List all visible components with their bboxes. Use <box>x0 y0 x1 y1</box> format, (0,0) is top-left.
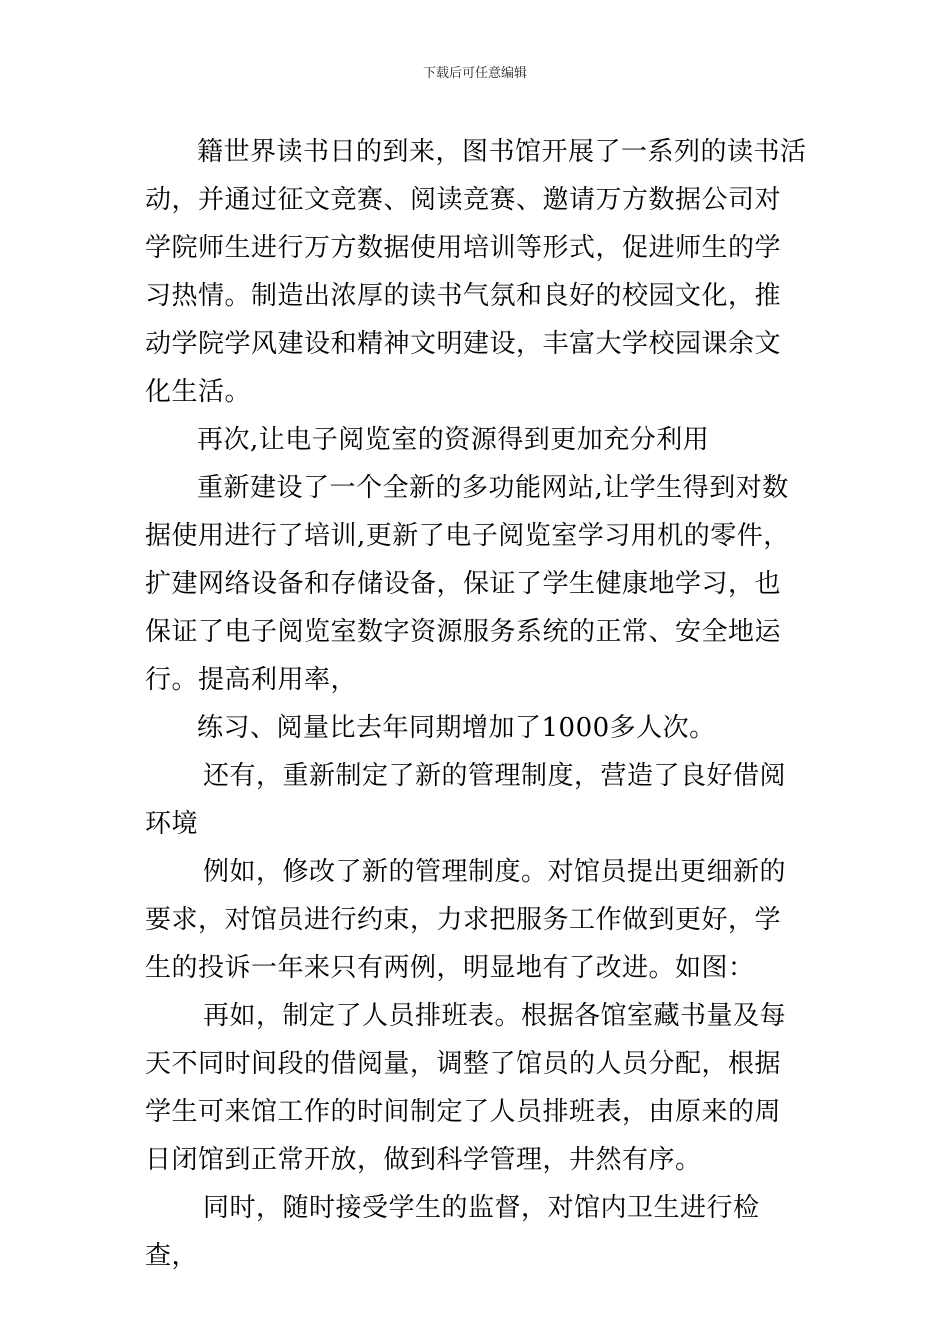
paragraph-reading-day: 籍世界读书日的到来，图书馆开展了一系列的读书活动，并通过征文竞赛、阅读竞赛、邀请万方数据公司对学院师生进行万方数据使用培训等形式，促进师生的学习热情。制造出浓厚的读书气氛和良好的校园文化，推动学院学风建设和精神文明建设，丰富大学校园课余文化生活。 <box>145 137 807 407</box>
paragraph-staff-schedule: 再如，制定了人员排班表。根据各馆室藏书量及每天不同时间段的借阅量，调整了馆员的人员分配，根据学生可来馆工作的时间制定了人员排班表，由原来的周日闭馆到正常开放，做到科学管理，井然有序。 <box>145 1001 787 1175</box>
paragraph-e-reading-room-heading: 再次,让电子阅览室的资源得到更加充分利用 <box>197 425 710 455</box>
paragraph-new-rules: 例如，修改了新的管理制度。对馆员提出更细新的要求，对馆员进行约束，力求把服务工作做到更好，学生的投诉一年来只有两例，明显地有了改进。如图： <box>145 857 787 983</box>
paragraph-practice-volume: 练习、阅量比去年同期增加了1000多人次。 <box>197 713 716 743</box>
paragraph-supervision: 同时，随时接受学生的监督，对馆内卫生进行检查， <box>145 1193 760 1271</box>
paragraph-management-heading: 还有，重新制定了新的管理制度，营造了良好借阅环境 <box>145 761 787 839</box>
page-header: 下载后可任意编辑 <box>422 66 527 81</box>
paragraph-website-rebuild: 重新建设了一个全新的多功能网站,让学生得到对数据使用进行了培训,更新了电子阅览室学习用机的零件，扩建网络设备和存储设备，保证了学生健康地学习，也保证了电子阅览室数字资源服务系统的正常、安全地运行。提高利用率， <box>145 473 790 695</box>
document-body <box>145 128 807 1280</box>
